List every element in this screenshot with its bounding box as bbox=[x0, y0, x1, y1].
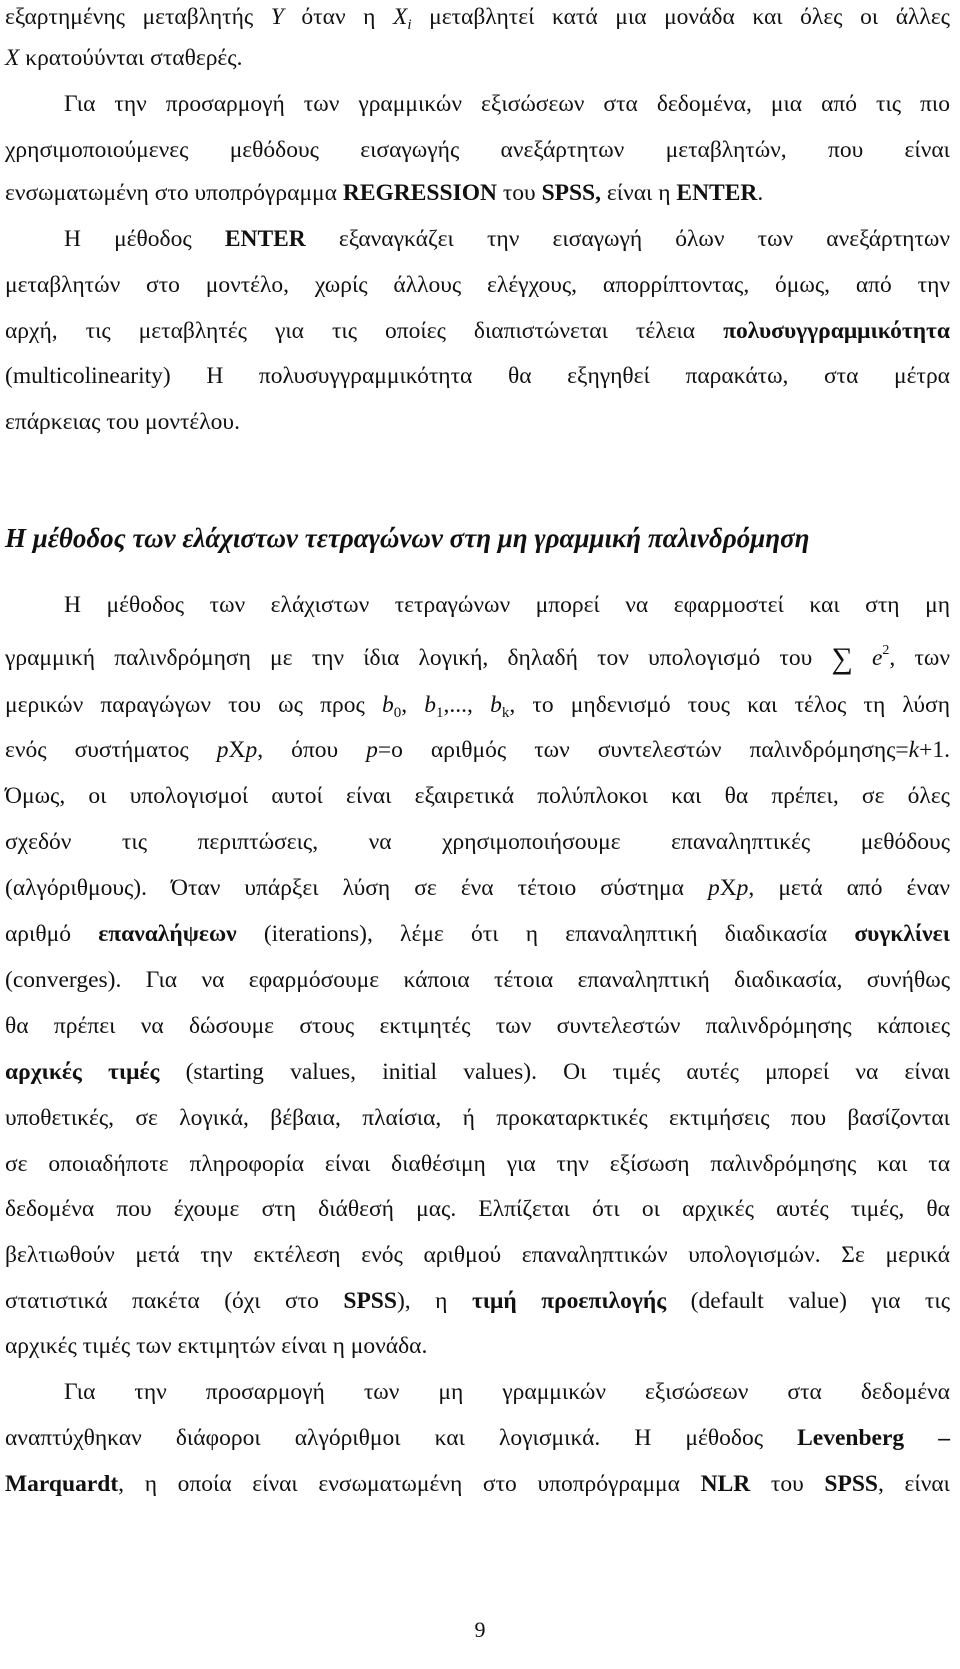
summation-symbol: ∑ bbox=[831, 642, 853, 675]
text-line: δεδομένα που έχουμε στη διάθεσή μας. Ελπίζεται ότι οι αρχικές αυτές τιμές, θα bbox=[5, 1196, 950, 1222]
text-line: (converges). Για να εφαρμόσουμε κάποια τέτοια επαναληπτική διαδικασία, συνήθως bbox=[5, 967, 950, 993]
text-line: ενός συστήματος pXp, όπου p=ο αριθμός των συντελεστών παλινδρόμησης=k+1. bbox=[5, 737, 950, 763]
text-line: αρχικές τιμές των εκτιμητών είναι η μονάδα. bbox=[5, 1333, 428, 1359]
text-line: Όμως, οι υπολογισμοί αυτοί είναι εξαιρετικά πολύπλοκοι και θα πρέπει, σε όλες bbox=[5, 783, 950, 809]
text-line: βελτιωθούν μετά την εκτέλεση ενός αριθμού επαναληπτικών υπολογισμών. Σε μερικά bbox=[5, 1242, 950, 1268]
text-line: μερικών παραγώγων του ως προς $b_0$, $b_1$,..., $b_k$, το μηδενισμό τους και τέλος τη λύση bbox=[5, 692, 950, 721]
text-line: (αλγόριθμους). Όταν υπάρξει λύση σε ένα τέτοιο σύστημα pXp, μετά από έναν bbox=[5, 875, 950, 901]
text-line: υποθετικές, σε λογικά, βέβαια, πλαίσια, ή προκαταρκτικές εκτιμήσεις που βασίζονται bbox=[5, 1105, 950, 1131]
text-line: Για την προσαρμογή των γραμμικών εξισώσεων στα δεδομένα, μια από τις πιο bbox=[64, 91, 950, 117]
text-line: Η μέθοδος ENTER εξαναγκάζει την εισαγωγή όλων των ανεξάρτητων bbox=[64, 226, 950, 252]
text-line: αριθμό επαναλήψεων (iterations), λέμε ότι η επαναληπτική διαδικασία συγκλίνει bbox=[5, 921, 950, 947]
text-line: X κρατούύνται σταθερές. bbox=[5, 45, 243, 71]
text-line: σχεδόν τις περιπτώσεις, να χρησιμοποιήσουμε επαναληπτικές μεθόδους bbox=[5, 829, 950, 855]
text-line: χρησιμοποιούμενες μεθόδους εισαγωγής ανεξάρτητων μεταβλητών, που είναι bbox=[5, 137, 950, 163]
text-line: Η μέθοδος των ελάχιστων τετραγώνων μπορεί να εφαρμοστεί και στη μη bbox=[64, 592, 950, 618]
text-line: Marquardt, η οποία είναι ενσωματωμένη στο υποπρόγραμμα NLR του SPSS, είναι bbox=[5, 1471, 950, 1497]
text-line: (multicolinearity) Η πολυσυγγραμμικότητα θα εξηγηθεί παρακάτω, στα μέτρα bbox=[5, 363, 950, 389]
text-line: Για την προσαρμογή των μη γραμμικών εξισώσεων στα δεδομένα bbox=[64, 1379, 950, 1405]
text-line: αρχή, τις μεταβλητές για τις οποίες διαπιστώνεται τέλεια πολυσυγγραμμικότητα bbox=[5, 318, 950, 344]
text-line: μεταβλητών στο μοντέλο, χωρίς άλλους ελέγχους, απορρίπτοντας, όμως, από την bbox=[5, 272, 950, 298]
text-line: αναπτύχθηκαν διάφοροι αλγόριθμοι και λογισμικά. Η μέθοδος Levenberg – bbox=[5, 1425, 950, 1451]
text-line: στατιστικά πακέτα (όχι στο SPSS), η τιμή προεπιλογής (default value) για τις bbox=[5, 1288, 951, 1314]
text-line: ενσωματωμένη στο υποπρόγραμμα REGRESSION του SPSS, είναι η ENTER. bbox=[5, 180, 764, 206]
text-line: γραμμική παλινδρόμηση με την ίδια λογική, δηλαδή τον υπολογισμό του ∑ $e^2$, των bbox=[5, 642, 950, 675]
text-line: σε οποιαδήποτε πληροφορία είναι διαθέσιμη για την εξίσωση παλινδρόμησης και τα bbox=[5, 1151, 950, 1177]
text-line: αρχικές τιμές (starting values, initial values). Οι τιμές αυτές μπορεί να είναι bbox=[5, 1059, 950, 1085]
section-heading: Η μέθοδος των ελάχιστων τετραγώνων στη μη γραμμική παλινδρόμηση bbox=[5, 523, 810, 553]
text-line: επάρκειας του μοντέλου. bbox=[5, 409, 240, 435]
text-line: θα πρέπει να δώσουμε στους εκτιμητές των συντελεστών παλινδρόμησης κάποιες bbox=[5, 1013, 950, 1039]
text-line: εξαρτημένης μεταβλητής Y όταν η $X_i$ μεταβλητεί κατά μια μονάδα και όλες οι άλλες bbox=[5, 4, 950, 33]
page-number: 9 bbox=[474, 1617, 486, 1642]
